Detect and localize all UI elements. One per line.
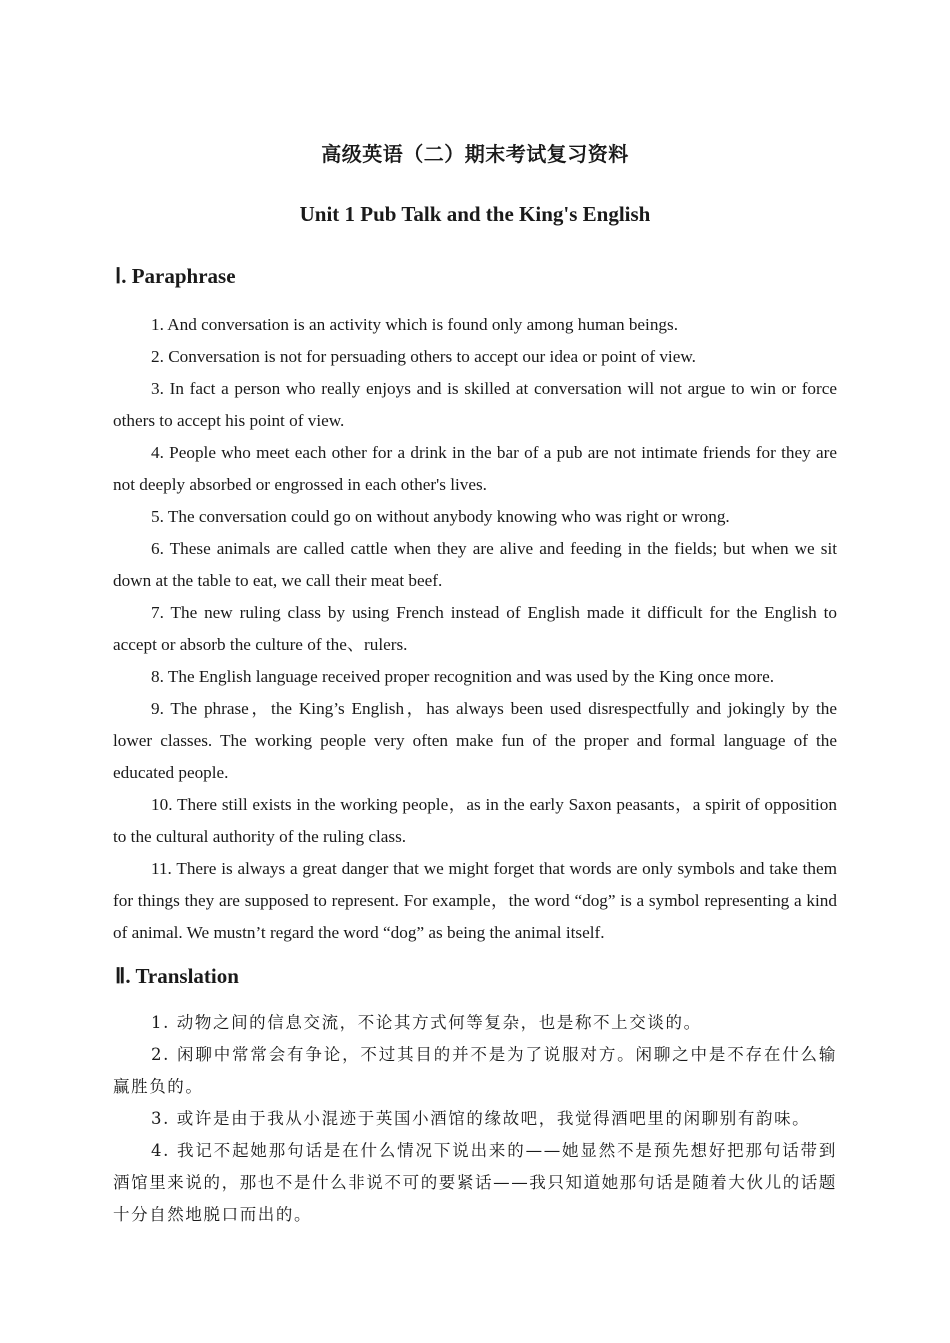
section-heading-translation: Ⅱ. Translation [115,964,239,988]
paraphrase-item: 11. There is always a great danger that we might forget that words are only symbols and take them for things they are supposed to represent. For example，the word “dog” is a symbol representing a kind of animal. We mustn’t regard the word “dog” as being the animal itself. [113,859,837,942]
document-page [113,0,837,1343]
paraphrase-item: 3. In fact a person who really enjoys and is skilled at conversation will not argue to win or force others to accept his point of view. [113,379,837,430]
paraphrase-item: 9. The phrase，the King’s English，has always been used disrespectfully and jokingly by the lower classes. The working people very often make fun of the proper and formal language of the educated people. [113,699,837,782]
translation-item: 1. 动物之间的信息交流，不论其方式何等复杂，也是称不上交谈的。 [151,1013,702,1032]
paraphrase-item: 8. The English language received proper recognition and was used by the King once more. [151,667,775,686]
section-heading-paraphrase: Ⅰ. Paraphrase [115,264,236,288]
paraphrase-item: 2. Conversation is not for persuading others to accept our idea or point of view. [151,347,696,366]
paraphrase-item: 5. The conversation could go on without anybody knowing who was right or wrong. [151,507,730,526]
translation-list [113,1007,837,1231]
unit-title: Unit 1 Pub Talk and the King's English [299,202,651,226]
paraphrase-item: 6. These animals are called cattle when they are alive and feeding in the fields; but when we sit down at the table to eat, we call their meat beef. [113,539,837,590]
document-title: 高级英语（二）期末考试复习资料 [321,142,629,166]
paraphrase-item: 1. And conversation is an activity which is found only among human beings. [151,315,679,334]
translation-item: 2. 闲聊中常常会有争论，不过其目的并不是为了说服对方。闲聊之中是不存在什么输赢胜负的。 [113,1045,837,1096]
translation-item: 3. 或许是由于我从小混迹于英国小酒馆的缘故吧，我觉得酒吧里的闲聊别有韵味。 [151,1109,811,1128]
paraphrase-item: 4. People who meet each other for a drink in the bar of a pub are not intimate friends for they are not deeply absorbed or engrossed in each other's lives. [113,443,837,494]
translation-item: 4. 我记不起她那句话是在什么情况下说出来的——她显然不是预先想好把那句话带到酒馆里来说的，那也不是什么非说不可的要紧话——我只知道她那句话是随着大伙儿的话题十分自然地脱口而出的。 [113,1141,837,1224]
paraphrase-list [113,309,837,949]
paraphrase-item: 10. There still exists in the working people，as in the early Saxon peasants，a spirit of opposition to the cultural authority of the ruling class. [113,795,837,846]
paraphrase-item: 7. The new ruling class by using French instead of English made it difficult for the English to accept or absorb the culture of the、rulers. [113,603,837,654]
